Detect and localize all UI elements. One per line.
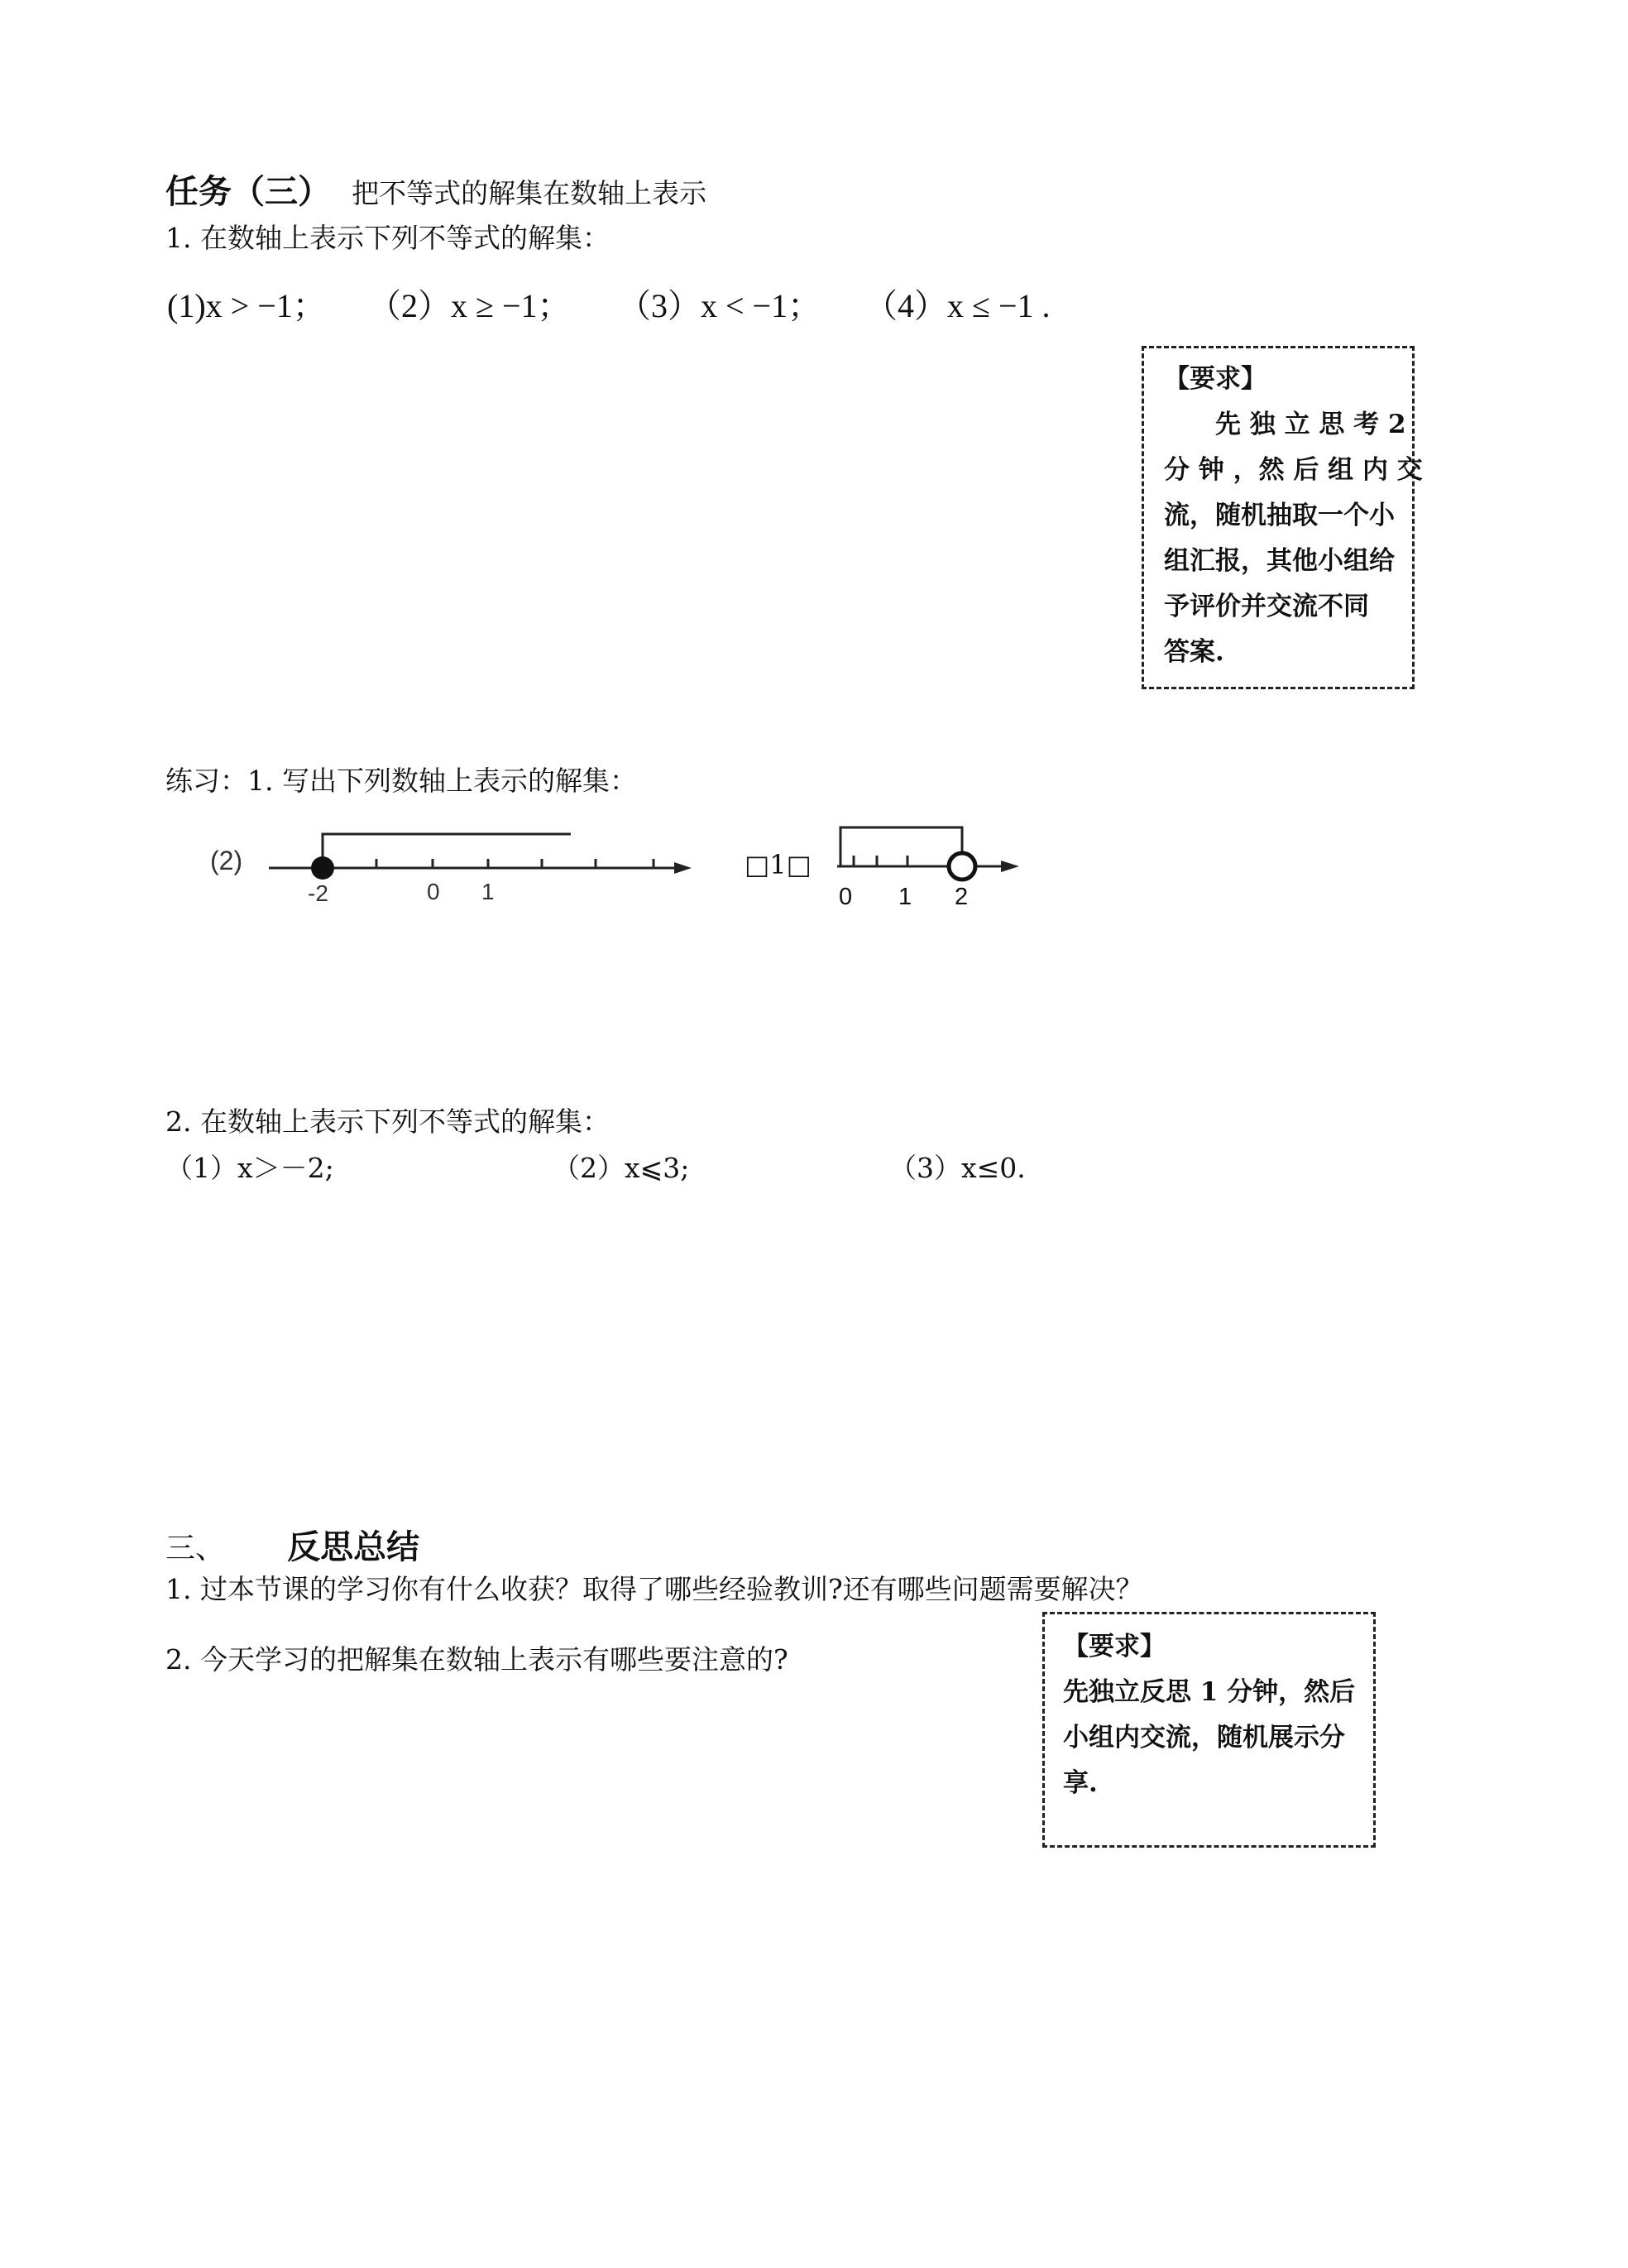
reflection-heading-row bbox=[165, 1521, 419, 1568]
practice-heading: 练习：1. 写出下列数轴上表示的解集： bbox=[165, 765, 637, 797]
requirement-line: 先独立反思 1 分钟，然后 bbox=[1063, 1677, 1356, 1707]
arrow-head bbox=[1001, 861, 1019, 872]
tick-label: 0 bbox=[427, 879, 440, 904]
practice-question-2: 2. 在数轴上表示下列不等式的解集： bbox=[165, 1105, 610, 1138]
inequality-item-1: (1)x > −1； bbox=[167, 287, 326, 324]
practice-item-2: （2）x⩽3; bbox=[553, 1152, 690, 1184]
requirement-box-2 bbox=[1042, 1612, 1376, 1848]
practice-item-1: （1）x＞－2; bbox=[165, 1152, 334, 1184]
tick-label: 1 bbox=[481, 879, 495, 904]
requirement-line: 答案. bbox=[1164, 637, 1224, 667]
solution-bracket bbox=[840, 827, 962, 866]
tick-label: -2 bbox=[308, 880, 328, 906]
tick-label: 1 bbox=[898, 884, 912, 910]
requirement-title: 【要求】 bbox=[1063, 1632, 1166, 1661]
requirement-title: 【要求】 bbox=[1164, 364, 1266, 394]
requirement-line: 小组内交流，随机展示分 bbox=[1063, 1723, 1345, 1753]
reflection-question-1: 1. 过本节课的学习你有什么收获？取得了哪些经验教训?还有哪些问题需要解决？ bbox=[165, 1573, 1143, 1605]
requirement-line: 流，随机抽取一个小 bbox=[1164, 501, 1395, 530]
requirement-line: 享. bbox=[1063, 1768, 1098, 1798]
inequality-item-3: （3）x < −1； bbox=[618, 287, 821, 324]
requirement-line: 分 钟 ，然 后 组 内 交 bbox=[1164, 455, 1423, 485]
requirement-line: 先 独 立 思 考 2 bbox=[1215, 410, 1406, 439]
inequality-item-4: （4）x ≤ −1 . bbox=[864, 287, 1051, 324]
section-number: 三、 bbox=[165, 1532, 226, 1566]
task-heading: 任务（三） bbox=[165, 172, 331, 211]
reflection-question-2: 2. 今天学习的把解集在数轴上表示有哪些要注意的? bbox=[165, 1643, 788, 1676]
open-endpoint bbox=[949, 853, 975, 880]
reflection-heading: 反思总结 bbox=[287, 1527, 420, 1566]
task-title: 把不等式的解集在数轴上表示 bbox=[352, 177, 707, 209]
inequality-item-2: （2）x ≥ −1； bbox=[368, 287, 571, 324]
practice-item-3: （3）x≤0. bbox=[889, 1152, 1026, 1184]
requirement-line: 予评价并交流不同 bbox=[1164, 592, 1369, 621]
tick-label: 0 bbox=[839, 884, 853, 910]
figure-1-label: (2) bbox=[210, 846, 243, 875]
tick-label: 2 bbox=[955, 884, 969, 910]
question-1: 1. 在数轴上表示下列不等式的解集： bbox=[165, 222, 610, 254]
figure-2-label: □1□ bbox=[745, 849, 812, 880]
tick-marks bbox=[854, 856, 907, 866]
requirement-line: 组汇报，其他小组给 bbox=[1164, 546, 1395, 576]
